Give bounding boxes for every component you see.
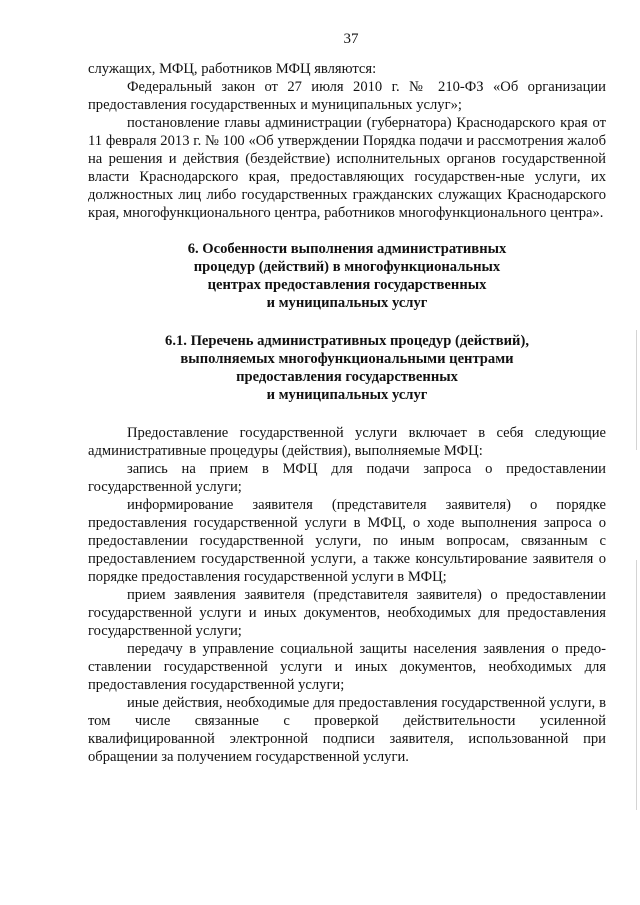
section-heading-line: центрах предоставления государственных: [207, 277, 487, 293]
subsection-heading-line: 6.1. Перечень административных процедур (действий),: [165, 333, 529, 349]
subsection-heading: [88, 332, 606, 404]
intro-paragraph-0: служащих, МФЦ, работников МФЦ являются:: [88, 61, 377, 77]
section-heading-line: процедур (действий) в многофункциональных: [193, 259, 501, 275]
subsection-heading-line: выполняемых многофункциональными центрами: [180, 351, 514, 367]
section-heading: [88, 240, 606, 312]
page-number: 37: [343, 31, 359, 47]
intro-paragraph-2: постановление главы администрации (губернатора) Краснодарского края от 11 февраля 2013 г. № 100 «Об утверждении Порядка подачи и рассмотрения жалоб на решения и действия (бездействие) исполнительных органов государственной власти Краснодарского края, предоставляющих государствен-ные услуги, их должностных лиц либо государственных гражданских служащих Краснодарского края, многофункционального центра, работников многофункционального центра».: [88, 115, 606, 221]
body-paragraph-5: иные действия, необходимые для предоставления государственной услуги, в том числе связанные с проверкой действительности усиленной квалифицированной электронной подписи заявителя, использованной при обращении за получением государственной услуги.: [88, 695, 606, 765]
scan-edge-line: [636, 330, 637, 450]
body-paragraph-2: информирование заявителя (представителя заявителя) о порядке предоставления государственной услуги в МФЦ, о ходе выполнения запроса о предоставлении государственной услуги, по иным вопросам, связанным с предоставлением государственной услуги, а также консультирование заявителя о порядке предоставления государственной услуги в МФЦ;: [88, 497, 606, 585]
subsection-heading-line: предоставления государственных: [236, 369, 458, 385]
subsection-heading-line: и муниципальных услуг: [266, 387, 428, 403]
intro-paragraph-1: Федеральный закон от 27 июля 2010 г. № 210-ФЗ «Об организации предоставления государственных и муниципальных услуг»;: [88, 79, 606, 113]
body-paragraph-0: Предоставление государственной услуги включает в себя следующие административные процедуры (действия), выполняемые МФЦ:: [88, 425, 606, 459]
procedures-list: [88, 424, 606, 766]
scan-edge-line: [636, 560, 637, 810]
document-page: [88, 30, 606, 766]
body-paragraph-3: прием заявления заявителя (представителя заявителя) о предоставлении государственной услуги и иных документов, необходимых для предоставления государственной услуги;: [88, 587, 606, 639]
body-paragraph-4: передачу в управление социальной защиты населения заявления о предо-ставлении государственной услуги и иных документов, необходимых для предоставления государственной услуги;: [88, 641, 606, 693]
section-heading-line: 6. Особенности выполнения административных: [187, 241, 507, 257]
body-paragraph-1: запись на прием в МФЦ для подачи запроса о предоставлении государственной услуги;: [88, 461, 606, 495]
section-heading-line: и муниципальных услуг: [266, 295, 428, 311]
